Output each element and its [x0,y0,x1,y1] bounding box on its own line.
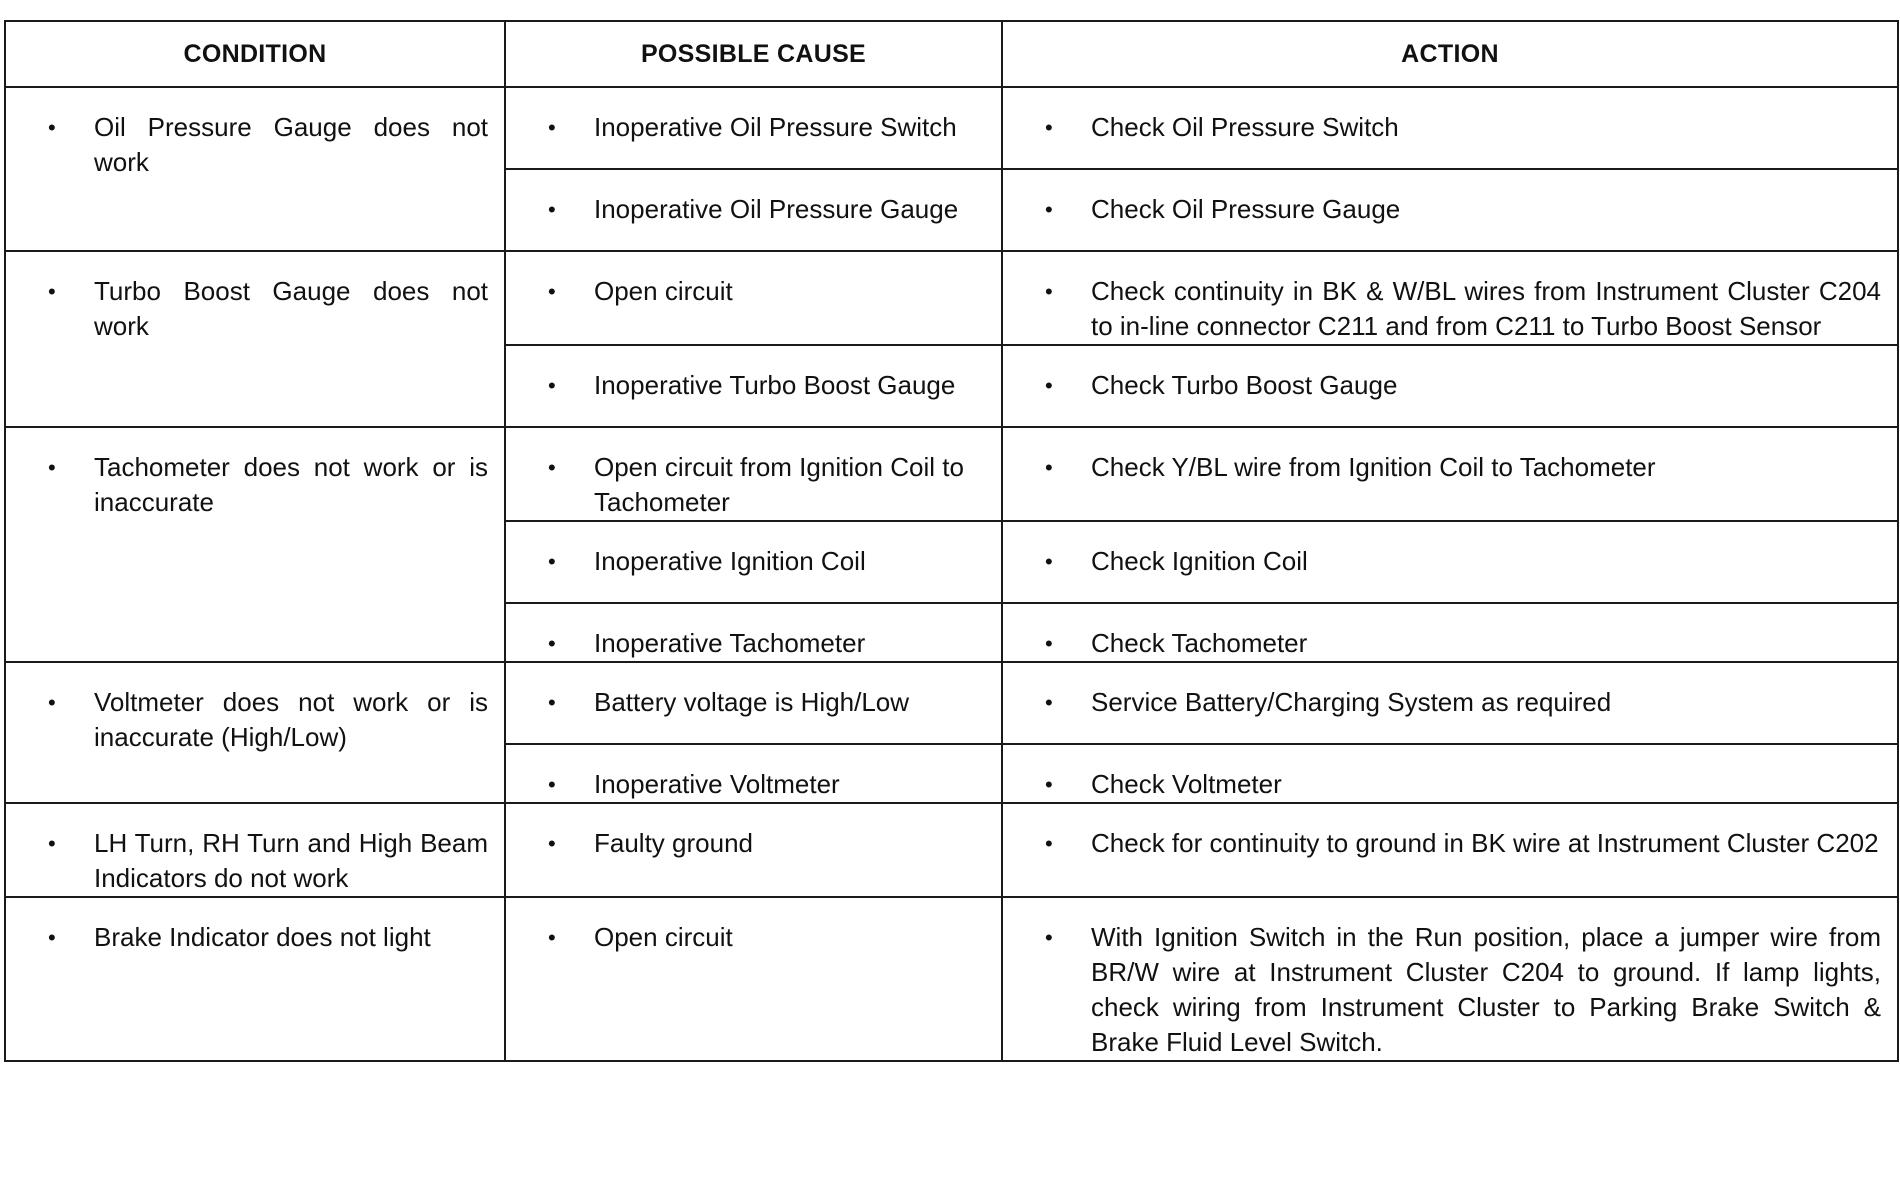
cause-cell-text: Inoperative Voltmeter [594,769,840,799]
bullet-icon: • [48,690,56,715]
bullet-icon: • [48,925,56,950]
cause-cell-text: Battery voltage is High/Low [594,687,910,717]
condition-cell-text: Brake Indicator does not light [94,922,431,952]
table-row [5,803,1898,897]
cause-cell [505,169,1002,251]
table-row [5,427,1898,521]
bullet-icon: • [48,455,56,480]
action-cell-text: Check Oil Pressure Switch [1091,112,1399,142]
cause-cell-text: Open circuit [594,922,733,952]
bullet-icon: • [1045,772,1053,797]
bullet-icon: • [1045,831,1053,856]
bullet-icon: • [548,373,556,398]
cause-cell-text: Faulty ground [594,828,753,858]
bullet-icon: • [548,925,556,950]
table-body [5,87,1898,1061]
cause-cell [505,427,1002,521]
bullet-icon: • [548,197,556,222]
condition-cell-text: Oil Pressure Gauge does not work [94,112,488,177]
bullet-icon: • [48,279,56,304]
condition-cell [5,897,505,1061]
bullet-icon: • [1045,455,1053,480]
action-cell-text: With Ignition Switch in the Run position, place a jumper wire from BR/W wire at Instrument Cluster C204 to ground. If lamp lights, check wiring from Instrument Cluster to Parking Brake Switch & Brake Fluid Level Switch. [1091,922,1881,1057]
bullet-icon: • [548,831,556,856]
bullet-icon: • [1045,279,1053,304]
action-cell [1002,744,1898,803]
action-cell [1002,251,1898,345]
bullet-icon: • [548,549,556,574]
bullet-icon: • [1045,925,1053,950]
action-cell-text: Check for continuity to ground in BK wire at Instrument Cluster C202 [1091,828,1879,858]
bullet-icon: • [1045,690,1053,715]
action-cell [1002,169,1898,251]
bullet-icon: • [1045,115,1053,140]
bullet-icon: • [48,831,56,856]
cause-cell [505,662,1002,744]
condition-cell [5,251,505,427]
diagnosis-table [4,20,1899,1062]
bullet-icon: • [548,690,556,715]
cause-cell-text: Inoperative Turbo Boost Gauge [594,370,956,400]
condition-cell-text: Turbo Boost Gauge does not work [94,276,488,341]
condition-cell-text: Voltmeter does not work or is inaccurate (High/Low) [94,687,488,752]
condition-cell-text: Tachometer does not work or is inaccurate [94,452,488,517]
action-cell [1002,87,1898,169]
action-cell [1002,662,1898,744]
table-row [5,87,1898,169]
bullet-icon: • [548,455,556,480]
action-cell-text: Check Tachometer [1091,628,1308,658]
bullet-icon: • [1045,631,1053,656]
action-cell [1002,603,1898,662]
bullet-icon: • [548,115,556,140]
condition-cell-text: LH Turn, RH Turn and High Beam Indicators do not work [94,828,488,893]
action-cell [1002,427,1898,521]
cause-cell [505,521,1002,603]
cause-cell-text: Open circuit from Ignition Coil to Tachometer [594,452,964,517]
cause-cell-text: Inoperative Oil Pressure Gauge [594,194,959,224]
bullet-icon: • [1045,373,1053,398]
bullet-icon: • [1045,549,1053,574]
bullet-icon: • [48,115,56,140]
action-cell-text: Check Ignition Coil [1091,546,1308,576]
action-cell [1002,803,1898,897]
bullet-icon: • [548,631,556,656]
cause-cell [505,603,1002,662]
cause-cell [505,345,1002,427]
cause-cell [505,251,1002,345]
action-cell-text: Check Oil Pressure Gauge [1091,194,1401,224]
cause-cell-text: Inoperative Ignition Coil [594,546,866,576]
condition-cell [5,662,505,803]
cause-cell [505,803,1002,897]
cause-cell [505,744,1002,803]
table-row [5,251,1898,345]
header-condition: CONDITION [5,21,505,87]
action-cell-text: Check continuity in BK & W/BL wires from Instrument Cluster C204 to in-line connector C211 and from C211 to Turbo Boost Sensor [1091,276,1881,341]
cause-cell-text: Inoperative Oil Pressure Switch [594,112,957,142]
action-cell-text: Check Y/BL wire from Ignition Coil to Tachometer [1091,452,1656,482]
table-row [5,897,1898,1061]
cause-cell [505,87,1002,169]
action-cell [1002,345,1898,427]
cause-cell-text: Inoperative Tachometer [594,628,866,658]
bullet-icon: • [548,772,556,797]
header-possible-cause: POSSIBLE CAUSE [505,21,1002,87]
condition-cell [5,803,505,897]
table-row [5,662,1898,744]
bullet-icon: • [548,279,556,304]
cause-cell-text: Open circuit [594,276,733,306]
condition-cell [5,87,505,251]
header-row [5,21,1898,87]
action-cell-text: Service Battery/Charging System as required [1091,687,1612,717]
action-cell-text: Check Voltmeter [1091,769,1282,799]
cause-cell [505,897,1002,1061]
condition-cell [5,427,505,662]
action-cell [1002,521,1898,603]
header-action: ACTION [1002,21,1898,87]
action-cell-text: Check Turbo Boost Gauge [1091,370,1398,400]
bullet-icon: • [1045,197,1053,222]
action-cell [1002,897,1898,1061]
